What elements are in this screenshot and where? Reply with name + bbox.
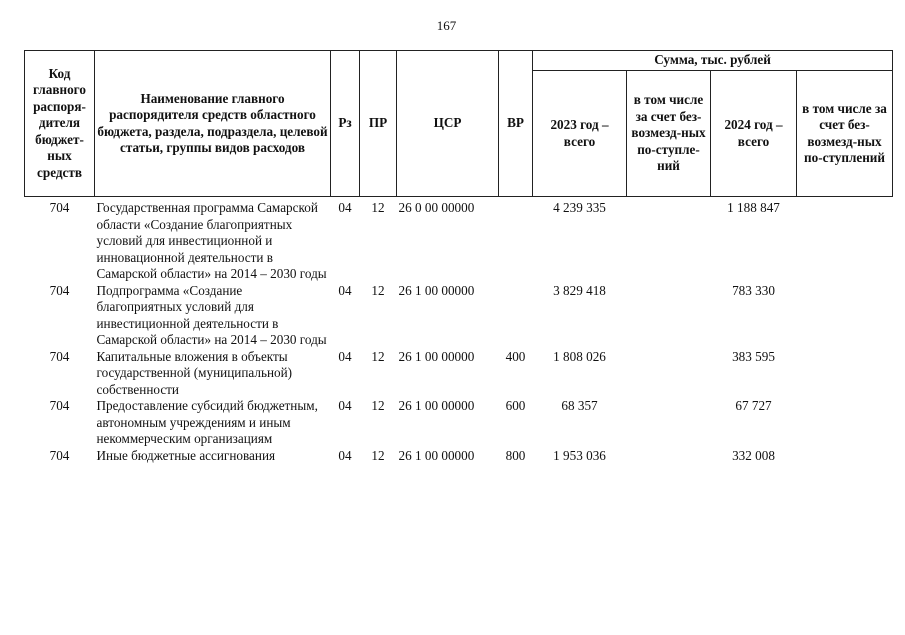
cell-2024-free [797, 448, 893, 467]
header-code: Код главного распоря-дителя бюджет-ных средств [25, 51, 95, 197]
cell-name: Государственная программа Самарской области «Создание благоприятных условий для инвестиционной и инновационной деятельности в Самарской области» на 2014 – 2030 годы [96, 200, 327, 281]
cell-2024-total: 783 330 [732, 282, 775, 298]
cell-2023-total: 68 357 [561, 398, 598, 413]
cell-2024-free [797, 398, 893, 448]
header-name: Наименование главного распорядителя средств областного бюджета, раздела, подраздела, целевой статьи, группы видов расходов [95, 51, 331, 197]
cell-2024-free [797, 349, 893, 399]
cell-vr: 800 [505, 447, 526, 463]
cell-rz: 04 [338, 200, 352, 215]
cell-csr: 26 1 00 00000 [398, 447, 475, 463]
table-row [25, 349, 893, 399]
table-row [25, 283, 893, 349]
header-2024-total: 2024 год – всего [711, 71, 797, 197]
cell-code: 704 [49, 282, 70, 298]
cell-name: Капитальные вложения в объекты государственной (муниципальной) собственности [96, 348, 293, 397]
table-row [25, 448, 893, 467]
table-row [25, 398, 893, 448]
cell-csr: 26 1 00 00000 [398, 398, 475, 413]
cell-rz: 04 [338, 447, 352, 463]
cell-2023-free [627, 448, 711, 467]
cell-pr: 12 [371, 348, 385, 364]
page-number: 167 [436, 18, 457, 33]
header-2023-free: в том числе за счет без-возмезд-ных по-ступле-ний [627, 71, 711, 197]
cell-2024-total: 67 727 [735, 398, 772, 413]
budget-table [24, 50, 893, 466]
header-rz: Рз [331, 51, 360, 197]
cell-2023-free [627, 349, 711, 399]
header-sum-group: Сумма, тыс. рублей [533, 51, 893, 71]
cell-2023-total: 1 953 036 [553, 447, 606, 463]
cell-rz: 04 [338, 348, 352, 364]
cell-2023-free [627, 398, 711, 448]
cell-vr [499, 197, 533, 283]
table-row [25, 197, 893, 283]
cell-2024-total: 332 008 [732, 447, 775, 463]
cell-2024-total: 1 188 847 [727, 200, 780, 215]
cell-pr: 12 [371, 447, 385, 463]
cell-rz: 04 [338, 282, 352, 298]
cell-name: Иные бюджетные ассигнования [96, 447, 276, 463]
cell-rz: 04 [338, 398, 352, 413]
header-2024-free: в том числе за счет без-возмезд-ных по-ступлений [797, 71, 893, 197]
cell-code: 704 [49, 447, 70, 463]
cell-2023-total: 1 808 026 [553, 348, 606, 364]
cell-vr [499, 283, 533, 349]
cell-pr: 12 [371, 398, 385, 413]
cell-2023-total: 3 829 418 [553, 282, 606, 298]
cell-vr: 400 [505, 348, 526, 364]
cell-code: 704 [49, 398, 70, 413]
cell-code: 704 [49, 200, 70, 215]
header-vr: ВР [499, 51, 533, 197]
cell-csr: 26 0 00 00000 [398, 200, 475, 215]
cell-vr: 600 [505, 398, 526, 413]
cell-2023-free [627, 197, 711, 283]
cell-pr: 12 [371, 282, 385, 298]
table-body [25, 197, 893, 467]
cell-pr: 12 [371, 200, 385, 215]
header-pr: ПР [360, 51, 397, 197]
cell-2023-total: 4 239 335 [553, 200, 606, 215]
header-csr: ЦСР [397, 51, 499, 197]
header-2023-total: 2023 год – всего [533, 71, 627, 197]
cell-csr: 26 1 00 00000 [398, 282, 475, 298]
cell-2024-total: 383 595 [732, 348, 775, 364]
cell-code: 704 [49, 348, 70, 364]
cell-2024-free [797, 197, 893, 283]
cell-name: Предоставление субсидий бюджетным, автономным учреждениям и иным некоммерческим организациям [96, 398, 318, 446]
cell-name: Подпрограмма «Создание благоприятных условий для инвестиционной деятельности в Самарской области» на 2014 – 2030 годы [96, 282, 327, 347]
cell-csr: 26 1 00 00000 [398, 348, 475, 364]
cell-2024-free [797, 283, 893, 349]
cell-2023-free [627, 283, 711, 349]
table-header [25, 51, 893, 197]
